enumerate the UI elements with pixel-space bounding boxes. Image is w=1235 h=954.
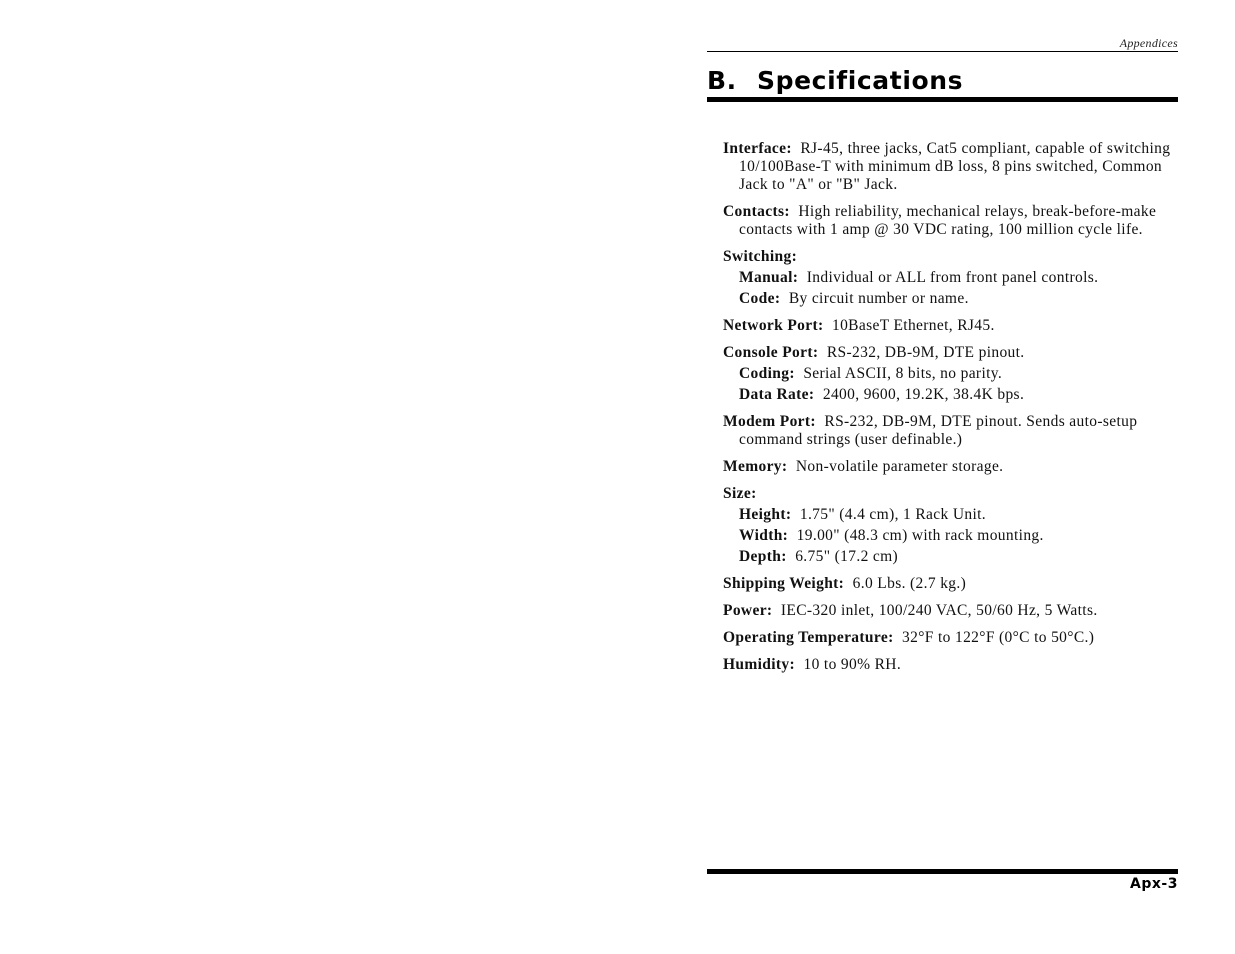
spec-sub-value: Serial ASCII, 8 bits, no parity. bbox=[803, 365, 1003, 382]
spec-label: Interface: bbox=[723, 140, 792, 157]
spec-heading bbox=[723, 344, 1178, 362]
spec-label: Shipping Weight: bbox=[723, 575, 845, 592]
spec-sub-value: 2400, 9600, 19.2K, 38.4K bps. bbox=[822, 386, 1025, 403]
spec-size bbox=[723, 485, 1178, 566]
spec-sub-label: Manual: bbox=[739, 269, 799, 286]
spec-value: 10BaseT Ethernet, RJ45. bbox=[831, 317, 995, 334]
spec-label: Memory: bbox=[723, 458, 788, 475]
page-number: Apx-3 bbox=[1130, 876, 1178, 892]
spec-value: RS-232, DB-9M, DTE pinout. Sends auto-setup command strings (user definable.) bbox=[739, 413, 1138, 448]
spec-value: 32°F to 122°F (0°C to 50°C.) bbox=[902, 629, 1095, 646]
spec-sub-value: By circuit number or name. bbox=[788, 290, 969, 307]
spec-sub-coding bbox=[739, 365, 1178, 383]
spec-value: 6.0 Lbs. (2.7 kg.) bbox=[852, 575, 967, 592]
spec-label: Humidity: bbox=[723, 656, 796, 673]
spec-network-port bbox=[723, 317, 1178, 335]
title-rule bbox=[707, 97, 1178, 102]
spec-label: Console Port: bbox=[723, 344, 819, 361]
spec-label: Contacts: bbox=[723, 203, 790, 220]
spec-label: Size: bbox=[723, 485, 757, 502]
spec-contacts bbox=[723, 203, 1178, 239]
spec-sub-width bbox=[739, 527, 1178, 545]
running-header: Appendices bbox=[1119, 36, 1178, 50]
spec-sub-value: 1.75" (4.4 cm), 1 Rack Unit. bbox=[799, 506, 987, 523]
spec-heading bbox=[723, 248, 1178, 266]
spec-label: Power: bbox=[723, 602, 773, 619]
spec-value: High reliability, mechanical relays, break-before-make contacts with 1 amp @ 30 VDC rating, 100 million cycle life. bbox=[739, 203, 1157, 238]
spec-console-port bbox=[723, 344, 1178, 404]
section-letter: B. bbox=[707, 66, 737, 95]
spec-sub-label: Coding: bbox=[739, 365, 795, 382]
spec-label: Network Port: bbox=[723, 317, 824, 334]
spec-power bbox=[723, 602, 1178, 620]
spec-humidity bbox=[723, 656, 1178, 674]
spec-sub-code bbox=[739, 290, 1178, 308]
spec-sub-manual bbox=[739, 269, 1178, 287]
spec-sub-data-rate bbox=[739, 386, 1178, 404]
spec-label: Operating Temperature: bbox=[723, 629, 894, 646]
spec-label: Switching: bbox=[723, 248, 798, 265]
spec-label: Modem Port: bbox=[723, 413, 816, 430]
spec-value: RJ-45, three jacks, Cat5 compliant, capable of switching 10/100Base-T with minimum dB loss, 8 pins switched, Common Jack to "A" or "B" Jack. bbox=[739, 140, 1171, 193]
spec-memory bbox=[723, 458, 1178, 476]
section-title-text: Specifications bbox=[757, 66, 964, 95]
spec-value: Non-volatile parameter storage. bbox=[795, 458, 1004, 475]
spec-operating-temperature bbox=[723, 629, 1178, 647]
spec-sub-label: Data Rate: bbox=[739, 386, 815, 403]
spec-value: IEC-320 inlet, 100/240 VAC, 50/60 Hz, 5 Watts. bbox=[780, 602, 1098, 619]
spec-value: RS-232, DB-9M, DTE pinout. bbox=[826, 344, 1025, 361]
spec-sub-height bbox=[739, 506, 1178, 524]
spec-sub-value: 6.75" (17.2 cm) bbox=[795, 548, 899, 565]
spec-switching bbox=[723, 248, 1178, 308]
spec-sub-depth bbox=[739, 548, 1178, 566]
spec-sub-value: Individual or ALL from front panel controls. bbox=[806, 269, 1099, 286]
spec-sub-label: Height: bbox=[739, 506, 792, 523]
spec-interface bbox=[723, 140, 1178, 194]
document-page bbox=[707, 0, 1178, 954]
spec-sub-value: 19.00" (48.3 cm) with rack mounting. bbox=[796, 527, 1044, 544]
spec-heading bbox=[723, 485, 1178, 503]
spec-value: 10 to 90% RH. bbox=[803, 656, 902, 673]
spec-shipping-weight bbox=[723, 575, 1178, 593]
specifications-list bbox=[723, 140, 1178, 683]
section-title bbox=[707, 66, 963, 95]
spec-sub-label: Width: bbox=[739, 527, 789, 544]
footer-rule bbox=[707, 869, 1178, 874]
header-rule bbox=[707, 51, 1178, 52]
spec-sub-label: Code: bbox=[739, 290, 781, 307]
spec-sub-label: Depth: bbox=[739, 548, 787, 565]
spec-modem-port bbox=[723, 413, 1178, 449]
